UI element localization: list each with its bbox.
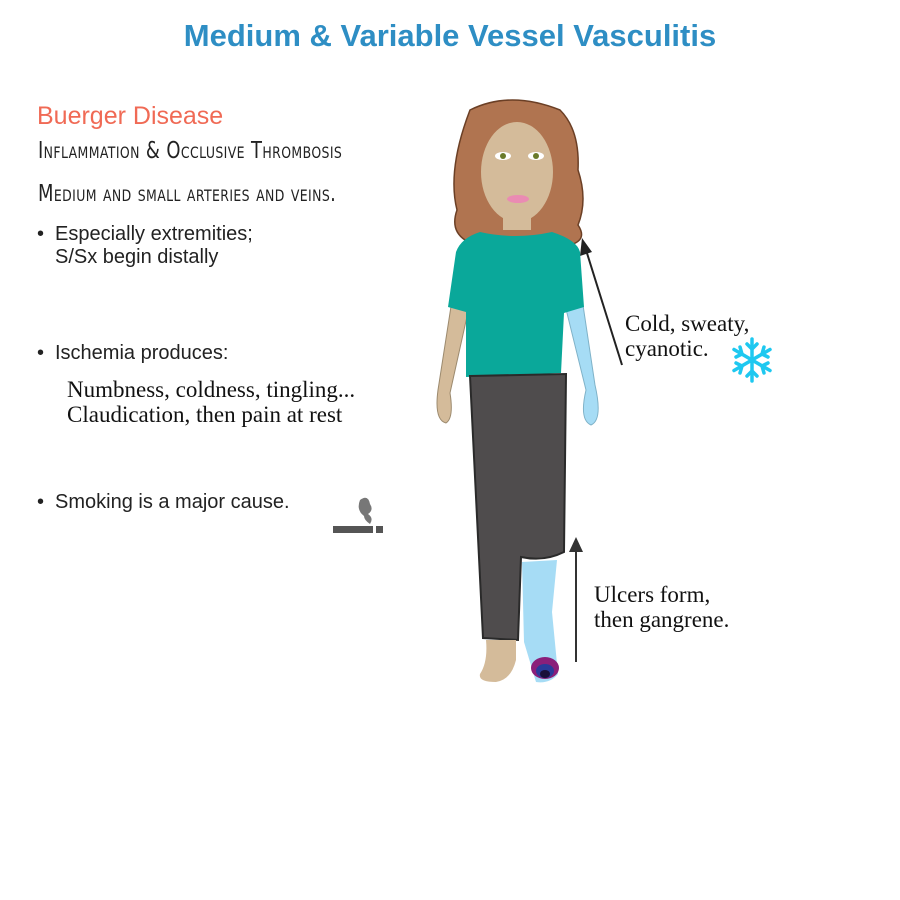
shirt <box>448 232 584 377</box>
bullet-dot: • <box>37 223 45 245</box>
heading-line-1: Inflammation & Occlusive Thrombosis <box>38 138 343 164</box>
bullet-text: S/Sx begin distally <box>55 246 219 268</box>
left-foot <box>480 640 516 682</box>
symptom-line: Numbness, coldness, tingling... <box>67 377 356 402</box>
bullet-text: Ischemia produces: <box>55 342 229 364</box>
annotation-line: Ulcers form, <box>594 582 711 607</box>
arrow-leg <box>569 537 583 662</box>
cigarette-icon <box>333 498 383 533</box>
bullet-text: Especially extremities; <box>55 223 253 245</box>
left-arm <box>437 300 470 423</box>
symptom-line: Claudication, then pain at rest <box>67 402 343 427</box>
bullet-dot: • <box>37 342 45 364</box>
page-title: Medium & Variable Vessel Vasculitis <box>183 18 717 53</box>
heading-line-2: Medium and small arteries and veins. <box>38 181 337 207</box>
patient-figure <box>437 100 598 682</box>
snowflake-icon <box>734 339 770 381</box>
bullet-dot: • <box>37 491 45 513</box>
annotation-line: Cold, sweaty, <box>625 311 750 336</box>
cyanotic-arm <box>565 300 598 425</box>
annotation-line: cyanotic. <box>625 336 709 361</box>
face <box>481 122 553 222</box>
disease-name: Buerger Disease <box>37 102 224 130</box>
annotation-line: then gangrene. <box>594 607 730 632</box>
bullet-text: Smoking is a major cause. <box>55 491 290 513</box>
